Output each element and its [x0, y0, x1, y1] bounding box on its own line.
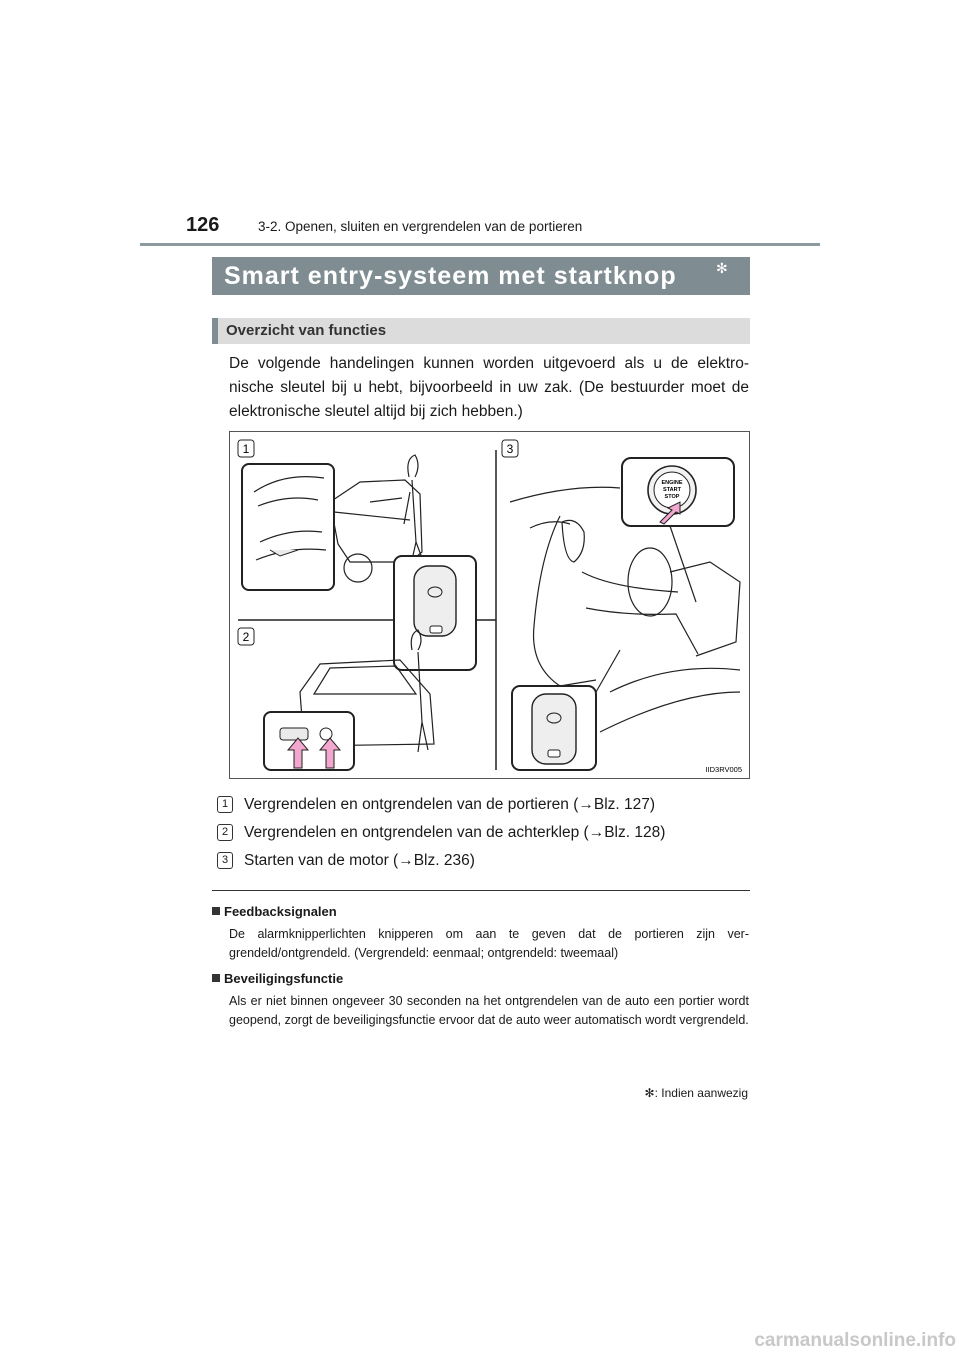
watermark: carmanualsonline.info [754, 1330, 956, 1351]
start-button-inset [622, 458, 734, 526]
section-title: Smart entry-systeem met startknop [224, 262, 677, 290]
list-item [217, 824, 665, 842]
svg-text:ENGINE: ENGINE [661, 480, 683, 486]
item-text: Vergrendelen en ontgrendelen van de achterklep (→Blz. 128) [244, 824, 666, 841]
footnote: ✻: Indien aanwezig [644, 1086, 748, 1100]
rear-handle-inset [264, 712, 354, 770]
key-fob-inset [394, 556, 476, 670]
item-number: 3 [217, 852, 233, 869]
item-text: Starten van de motor (→Blz. 236) [244, 852, 475, 869]
subheading-bar [212, 318, 750, 344]
asterisk-icon: ✻ [716, 260, 728, 276]
illustration [229, 431, 750, 779]
section-title-bar [212, 257, 750, 295]
svg-text:STOP: STOP [664, 494, 680, 500]
svg-text:1: 1 [242, 442, 250, 456]
list-item [217, 852, 475, 870]
figure-code: IID3RV005 [705, 765, 742, 774]
bullet-square-icon [212, 974, 220, 982]
svg-text:START: START [663, 487, 681, 493]
svg-text:2: 2 [242, 630, 250, 644]
marker-3 [502, 440, 518, 457]
svg-text:3: 3 [506, 442, 514, 456]
item-number: 1 [217, 796, 233, 813]
item-text: Vergrendelen en ontgrendelen van de portieren (→Blz. 127) [244, 796, 656, 813]
page-number: 126 [186, 214, 220, 236]
subheading-accent [212, 318, 218, 344]
item-number: 2 [217, 824, 233, 841]
key-fob-inset [512, 686, 596, 770]
marker-2 [238, 628, 254, 645]
list-item [217, 796, 655, 814]
note-body: Als er niet binnen ongeveer 30 seconden na het ontgrendelen van de auto een portier wordt geopend, zorgt de beveiligingsfunctie ervoor dat de auto weer automatisch wordt vergrendeld. [229, 994, 749, 1027]
header-rule [140, 243, 820, 246]
separator-rule [212, 890, 750, 891]
bullet-square-icon [212, 907, 220, 915]
marker-1 [238, 440, 254, 457]
section-header: 3-2. Openen, sluiten en vergrendelen van de portieren [258, 219, 583, 234]
note-heading: Feedbacksignalen [212, 904, 337, 919]
subheading: Overzicht van functies [226, 322, 387, 339]
note-body: De alarmknipperlichten knipperen om aan te geven dat de portieren zijn ver-grendeld/ontgrendeld. (Vergrendeld: eenmaal; ontgrendeld: tweemaal) [229, 927, 749, 960]
intro-paragraph: De volgende handelingen kunnen worden uitgevoerd als u de elektro-nische sleutel bij u hebt, bijvoorbeeld in uw zak. (De bestuurder moet de elektronische sleutel altijd bij zich hebben.) [229, 355, 749, 420]
door-handle-inset [242, 464, 334, 590]
note-heading: Beveiligingsfunctie [212, 971, 343, 986]
